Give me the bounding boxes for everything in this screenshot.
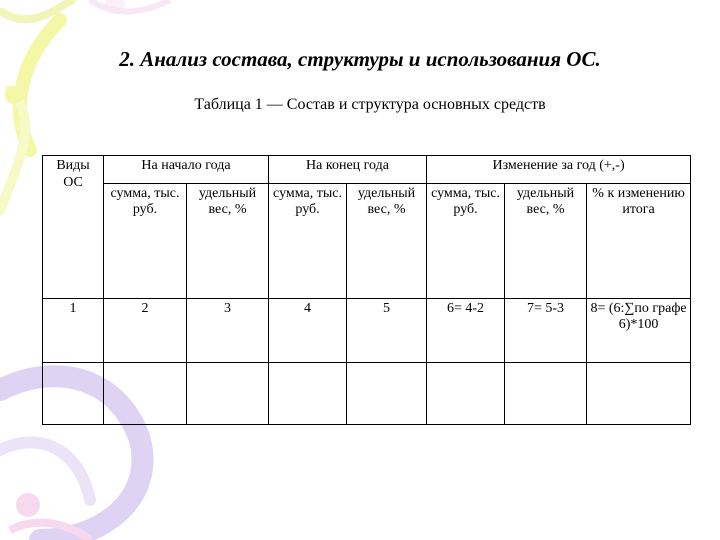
table-cell [587, 362, 691, 424]
subheader-share-end: удельный вес, % [347, 183, 427, 298]
subheader-sum-start: сумма, тыс. руб. [104, 183, 187, 298]
table-caption: Таблица 1 — Состав и структура основных средств [194, 96, 546, 113]
col-number: 4 [269, 298, 347, 362]
table-cell [43, 362, 104, 424]
subheader-pct-change: % к изменению итога [587, 183, 691, 298]
col-number: 5 [347, 298, 427, 362]
header-change-over-year: Изменение за год (+,-) [427, 156, 691, 184]
header-end-of-year: На конец года [269, 156, 427, 184]
table-cell [104, 362, 187, 424]
col-number: 3 [187, 298, 269, 362]
header-start-of-year: На начало года [104, 156, 269, 184]
col-number: 6= 4-2 [427, 298, 505, 362]
col-number: 8= (6:∑по графе 6)*100 [587, 298, 691, 362]
table-cell [427, 362, 505, 424]
table-cell [269, 362, 347, 424]
slide-title: 2. Анализ состава, структуры и использования ОС. [119, 47, 601, 71]
subheader-share-start: удельный вес, % [187, 183, 269, 298]
header-row [43, 156, 691, 184]
header-asset-type: Виды ОС [43, 156, 104, 299]
numbering-row [43, 298, 691, 362]
subheader-row [43, 183, 691, 298]
col-number: 7= 5-3 [505, 298, 587, 362]
col-number: 1 [43, 298, 104, 362]
empty-data-row [43, 362, 691, 424]
table-cell [347, 362, 427, 424]
col-number: 2 [104, 298, 187, 362]
table-cell [505, 362, 587, 424]
subheader-sum-change: сумма, тыс. руб. [427, 183, 505, 298]
subheader-share-change: удельный вес, % [505, 183, 587, 298]
subheader-sum-end: сумма, тыс. руб. [269, 183, 347, 298]
fixed-assets-table [42, 155, 691, 425]
table-cell [187, 362, 269, 424]
